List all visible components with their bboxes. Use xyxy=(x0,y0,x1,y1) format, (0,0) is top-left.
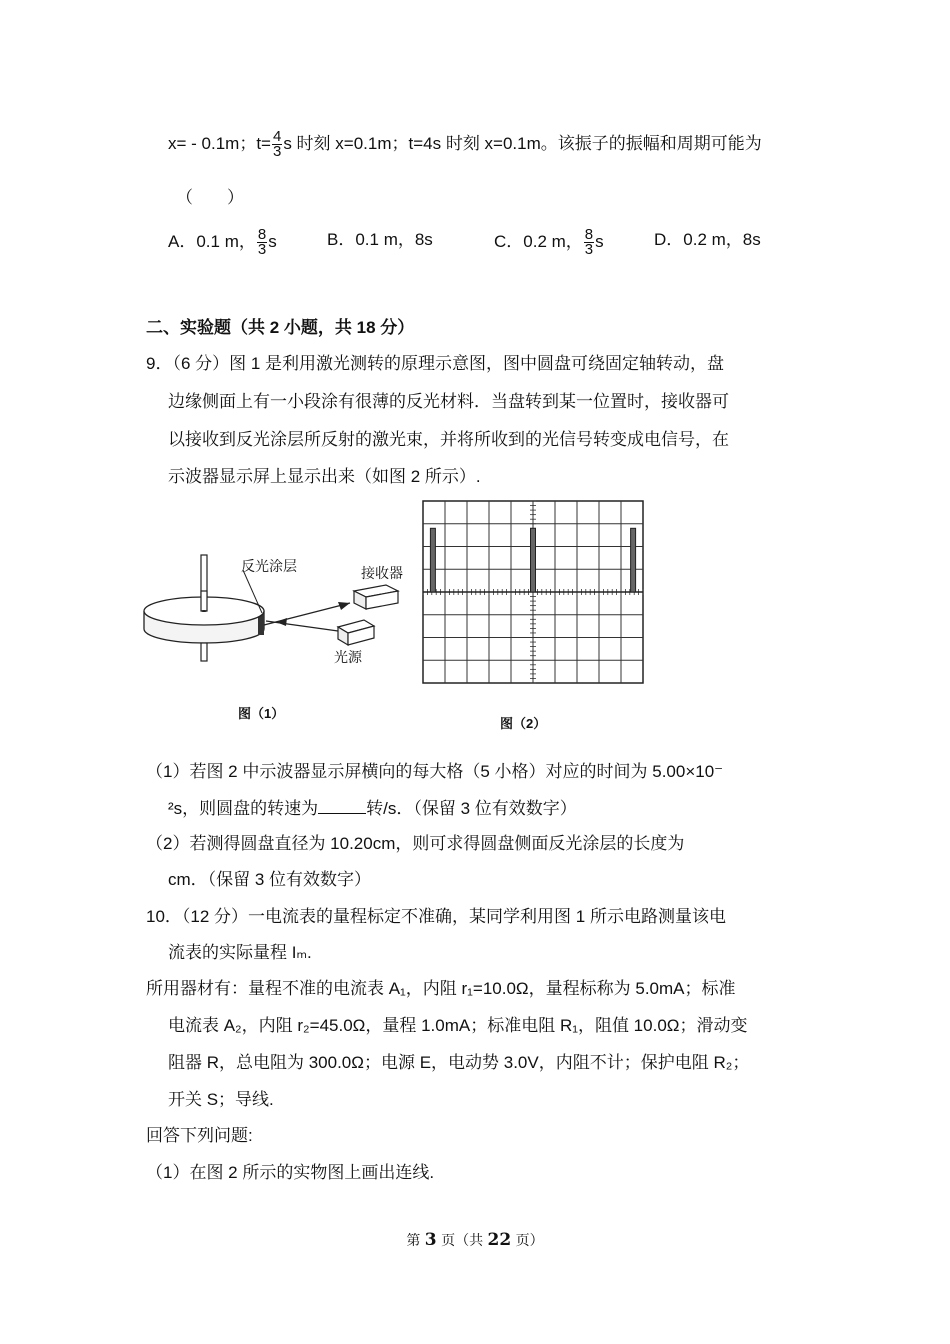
page-number: 3 xyxy=(424,1230,437,1250)
q10-line-1: 10．（12 分）一电流表的量程标定不准确，某同学利用图 1 所示电路测量该电 xyxy=(146,907,726,926)
option-a: A．0.1 m， $\frac{8}{3}$ s xyxy=(168,226,277,258)
label-light-source: 光源 xyxy=(334,649,362,665)
q10-line-8: （1）在图 2 所示的实物图上画出连线. xyxy=(146,1163,435,1182)
q9-sub2-line-1: （2）若测得圆盘直径为 10.20cm，则可求得圆盘侧面反光涂层的长度为 xyxy=(146,834,685,853)
incident-ray xyxy=(266,621,338,631)
signal-pulse xyxy=(631,528,636,592)
page-footer: 第 3 页（共 22 页） xyxy=(406,1230,544,1250)
q9-sub1-line-1: （1）若图 2 中示波器显示屏横向的每大格（5 小格）对应的时间为 5.00×10⁻ xyxy=(146,762,724,781)
fraction-4-3: $\frac{4}{3}$ xyxy=(272,128,282,160)
q9-sub1-line-2: ²s，则圆盘的转速为 转/s．（保留 3 位有效数字） xyxy=(168,799,577,818)
label-reflective-coating: 反光涂层 xyxy=(241,558,297,574)
page-total: 22 xyxy=(487,1230,512,1250)
q8-text-a: x= - 0.1m；t= xyxy=(168,133,271,153)
fraction-8-3: $\frac{8}{3}$ xyxy=(584,226,594,258)
option-d: D．0.2 m，8s xyxy=(654,230,761,249)
q10-line-3: 所用器材有：量程不准的电流表 A₁，内阻 r₁=10.0Ω，量程标称为 5.0mA；标准 xyxy=(146,979,736,998)
oscilloscope-screen xyxy=(422,500,644,684)
receiver-box xyxy=(354,585,398,609)
answer-blank xyxy=(318,797,366,814)
fig1-caption: 图（1） xyxy=(238,706,285,721)
q10-line-7: 回答下列问题: xyxy=(146,1126,253,1145)
answer-paren: （ ） xyxy=(176,188,244,207)
signal-pulse xyxy=(430,528,435,592)
q10-line-5: 阻器 R，总电阻为 300.0Ω；电源 E，电动势 3.0V，内阻不计；保护电阻 R₂； xyxy=(168,1053,750,1072)
section-heading: 二、实验题（共 2 小题，共 18 分） xyxy=(146,318,415,337)
q9-line-1: 9．（6 分）图 1 是利用激光测转的原理示意图，图中圆盘可绕固定轴转动，盘 xyxy=(146,354,725,373)
option-b: B．0.1 m，8s xyxy=(327,230,433,249)
q10-line-2: 流表的实际量程 Iₘ. xyxy=(168,943,312,962)
q10-line-6: 开关 S；导线. xyxy=(168,1090,274,1109)
light-source-box xyxy=(338,620,374,645)
signal-pulse xyxy=(531,528,536,592)
fig2-caption: 图（2） xyxy=(500,716,547,731)
q10-line-4: 电流表 A₂，内阻 r₂=45.0Ω，量程 1.0mA；标准电阻 R₁，阻值 10.0Ω；滑动变 xyxy=(168,1016,748,1035)
fraction-8-3: $\frac{8}{3}$ xyxy=(257,226,267,258)
option-c: C．0.2 m， $\frac{8}{3}$ s xyxy=(494,226,604,258)
axle-bottom xyxy=(201,643,207,661)
q9-line-3: 以接收到反光涂层所反射的激光束，并将所收到的光信号转变成电信号，在 xyxy=(168,430,729,449)
label-receiver: 接收器 xyxy=(361,565,403,581)
q9-line-4: 示波器显示屏上显示出来（如图 2 所示）. xyxy=(168,467,481,486)
q9-line-2: 边缘侧面上有一小段涂有很薄的反光材料．当盘转到某一位置时，接收器可 xyxy=(168,392,729,411)
q8-stem-line xyxy=(168,130,762,159)
q9-sub2-line-2: cm．（保留 3 位有效数字） xyxy=(168,870,372,889)
q8-text-b: s 时刻 x=0.1m；t=4s 时刻 x=0.1m。该振子的振幅和周期可能为 xyxy=(283,133,762,153)
